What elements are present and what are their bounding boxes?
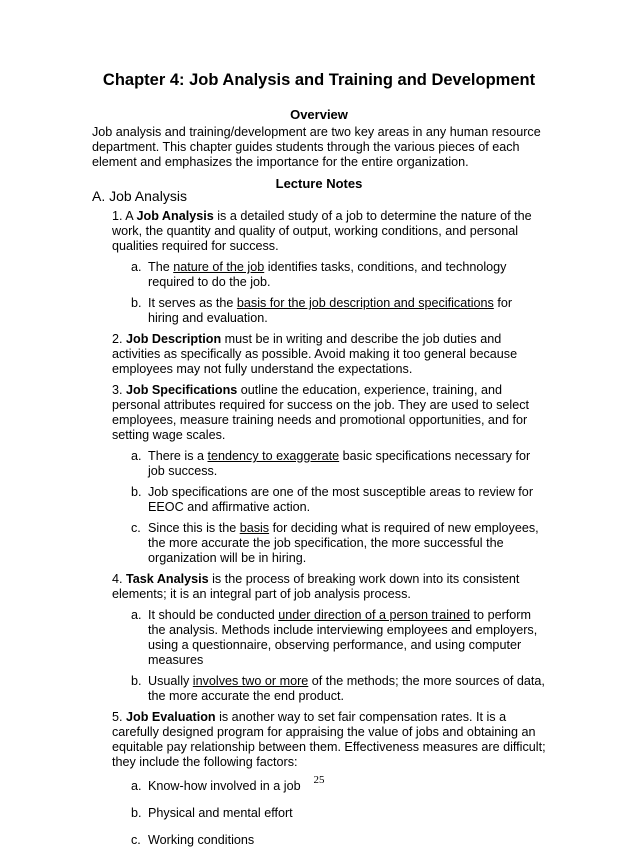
para-lead: 4. [112, 572, 127, 586]
item-text: identifies tasks, conditions, and technology required to do the job. [148, 260, 507, 289]
item-text: for deciding what is required of new employees, the more accurate the job specification, the more successful the organization will be in hiring. [148, 521, 539, 565]
para-lead: 2. [112, 332, 127, 346]
list-marker: a. [131, 260, 142, 274]
term-job-evaluation: Job Evaluation [126, 710, 216, 724]
list-item [112, 260, 546, 290]
term-task-analysis: Task Analysis [126, 572, 209, 586]
paragraph-task-analysis [112, 572, 546, 602]
underlined-phrase: involves two or more [192, 674, 309, 688]
item-text: for hiring and evaluation. [148, 296, 513, 325]
para-text: is another way to set fair compensation rates. It is a carefully designed program for appraising the value of jobs and obtaining an equitable pay relationship between them. Effectiveness measures are difficult; they include the following factors: [112, 710, 546, 769]
para-lead: 5. [112, 710, 127, 724]
item-text: Usually [148, 674, 193, 688]
list-marker: a. [131, 449, 142, 463]
para-text: must be in writing and describe the job duties and activities as specifically as possible. Avoid making it too general because employees may not fully understand the expectations. [112, 332, 518, 376]
list-item [112, 833, 546, 848]
item-text: It should be conducted [148, 608, 279, 622]
list-item [112, 806, 546, 821]
underlined-phrase: tendency to exaggerate [207, 449, 340, 463]
underlined-phrase: under direction of a person trained [278, 608, 471, 622]
item-text: of the methods; the more sources of data, the more accurate the end product. [148, 674, 545, 703]
paragraph-job-description [112, 332, 546, 377]
list-item [112, 296, 546, 326]
list-item [112, 608, 546, 668]
section-a-title: A. Job Analysis [92, 188, 187, 204]
underlined-phrase: nature of the job [173, 260, 265, 274]
evaluation-factors-list [112, 779, 546, 848]
term-job-specifications: Job Specifications [126, 383, 238, 397]
term-job-analysis: Job Analysis [136, 209, 214, 223]
list-marker: b. [131, 485, 142, 499]
list-marker: b. [131, 806, 142, 820]
item-text: Know-how involved in a job [148, 779, 301, 793]
lecture-notes-heading: Lecture Notes [275, 176, 363, 191]
overview-heading: Overview [290, 107, 348, 122]
item-text: basic specifications necessary for job success. [148, 449, 531, 478]
list-marker: a. [131, 779, 142, 793]
item-text: to perform the analysis. Methods include interviewing employees and employers, using a questionnaire, observing performance, and using computer measures [148, 608, 538, 667]
term-job-description: Job Description [126, 332, 222, 346]
item-text: Since this is the [148, 521, 240, 535]
list-item [112, 674, 546, 704]
underlined-phrase: basis for the job description and specifications [236, 296, 494, 310]
paragraph-job-specifications [112, 383, 546, 443]
list-marker: b. [131, 674, 142, 688]
para-text: outline the education, experience, training, and personal attributes required for success on the job. They are used to select employees, measure training needs and promotional opportunities, and for setting wage scales. [112, 383, 529, 442]
chapter-title: Chapter 4: Job Analysis and Training and Development [102, 71, 536, 89]
item-text: Job specifications are one of the most susceptible areas to review for EEOC and affirmative action. [148, 485, 534, 514]
list-marker: b. [131, 296, 142, 310]
list-marker: a. [131, 608, 142, 622]
list-item [112, 449, 546, 479]
para-lead: 3. [112, 383, 127, 397]
item-text: Physical and mental effort [148, 806, 293, 820]
para-text: is the process of breaking work down into its consistent elements; it is an integral part of job analysis process. [112, 572, 520, 601]
lecture-content [112, 209, 546, 860]
page-number: 25 [313, 774, 325, 786]
paragraph-job-analysis [112, 209, 546, 254]
paragraph-job-evaluation [112, 710, 546, 770]
item-text: It serves as the [148, 296, 237, 310]
para-lead: 1. A [112, 209, 137, 223]
list-item [112, 521, 546, 566]
overview-text: Job analysis and training/development are two key areas in any human resource department. This chapter guides students through the various pieces of each element and emphasizes the importance for the entire organization. [92, 125, 541, 169]
item-text: Working conditions [148, 833, 255, 847]
list-marker: c. [131, 521, 141, 535]
para-text: is a detailed study of a job to determine the nature of the work, the quantity and quality of output, working conditions, and personal qualities required for success. [112, 209, 532, 253]
underlined-phrase: basis [239, 521, 270, 535]
list-marker: c. [131, 833, 141, 847]
list-item [112, 485, 546, 515]
item-text: There is a [148, 449, 208, 463]
item-text: The [148, 260, 174, 274]
